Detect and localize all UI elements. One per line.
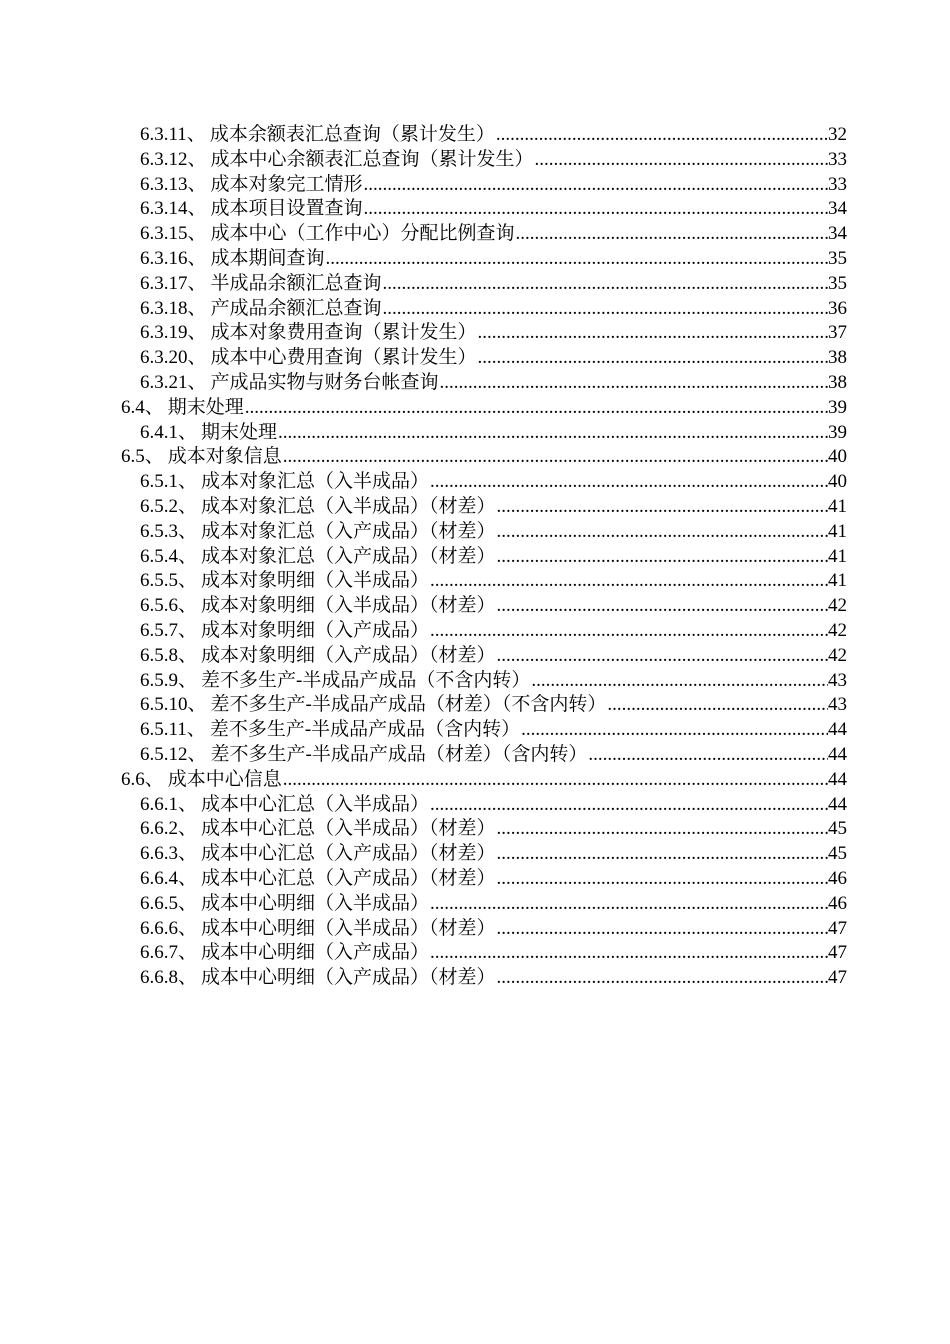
toc-dot-leader: [383, 297, 828, 322]
toc-dot-leader: [497, 867, 828, 892]
toc-dot-leader: [430, 941, 828, 966]
toc-entry-title: 成本中心费用查询（累计发生）: [210, 347, 477, 369]
toc-entry-number: 6.5.7: [140, 619, 178, 641]
toc-entry-title: 成本对象汇总（入半成品）: [201, 471, 430, 493]
toc-entry-number: 6.3.21: [140, 371, 188, 393]
toc-entry[interactable]: [0, 917, 847, 942]
toc-entry[interactable]: [0, 941, 847, 966]
toc-entry-title: 成本期间查询: [210, 247, 325, 269]
toc-entry-number: 6.5.3: [140, 520, 178, 542]
toc-entry-title: 成本项目设置查询: [210, 198, 363, 220]
toc-entry-number: 6.5.10: [140, 694, 188, 716]
toc-entry-title: 期末处理: [201, 421, 278, 443]
toc-entry-separator: 、: [178, 644, 198, 666]
toc-entry[interactable]: [0, 321, 847, 346]
toc-entry-separator: 、: [178, 669, 198, 691]
toc-dot-leader: [440, 371, 828, 396]
toc-entry-separator: 、: [178, 495, 198, 517]
toc-dot-leader: [497, 817, 828, 842]
toc-entry-separator: 、: [178, 421, 198, 443]
toc-dot-leader: [383, 272, 828, 297]
toc-entry-separator: 、: [178, 570, 198, 592]
toc-entry-number: 6.3.16: [140, 247, 188, 269]
toc-entry-separator: 、: [186, 124, 206, 145]
toc-entry-number: 6.4: [121, 396, 145, 418]
toc-entry-number: 6.6.6: [140, 917, 178, 939]
toc-entry-number: 6.6.4: [140, 867, 178, 889]
toc-entry-number: 6.5.4: [140, 545, 178, 567]
toc-dot-leader: [430, 793, 828, 818]
toc-entry-page-number: 34: [828, 223, 847, 245]
toc-entry-number: 6.6.7: [140, 942, 178, 964]
toc-dot-leader: [430, 569, 828, 594]
toc-entry-separator: 、: [178, 595, 198, 617]
toc-entry-page-number: 32: [828, 124, 847, 145]
toc-dot-leader: [497, 495, 828, 520]
toc-dot-leader: [430, 619, 828, 644]
toc-dot-leader: [478, 346, 828, 371]
toc-entry[interactable]: [0, 842, 847, 867]
toc-entry-page-number: 39: [828, 396, 847, 418]
toc-entry[interactable]: [0, 619, 847, 644]
toc-entry-separator: 、: [178, 867, 198, 889]
toc-entry-title: 成本对象费用查询（累计发生）: [210, 322, 477, 344]
toc-entry-number: 6.5.9: [140, 669, 178, 691]
toc-entry[interactable]: [0, 966, 847, 991]
toc-entry-title: 差不多生产-半成品产成品（材差）（含内转）: [210, 743, 588, 765]
toc-entry-page-number: 45: [828, 818, 847, 840]
toc-entry-number: 6.3.12: [140, 148, 188, 170]
toc-entry[interactable]: [0, 222, 847, 247]
toc-entry-separator: 、: [178, 967, 198, 989]
toc-entry-page-number: 34: [828, 198, 847, 220]
toc-dot-leader: [497, 644, 828, 669]
toc-entry-title: 成本对象汇总（入产成品）（材差）: [201, 520, 496, 542]
toc-entry-title: 成本中心明细（入半成品）: [201, 892, 430, 914]
toc-dot-leader: [607, 693, 828, 718]
toc-entry-page-number: 42: [828, 644, 847, 666]
toc-dot-leader: [497, 917, 828, 942]
toc-entry-page-number: 46: [828, 892, 847, 914]
toc-entry-separator: 、: [178, 545, 198, 567]
toc-entry-separator: 、: [187, 198, 207, 220]
toc-entry-page-number: 44: [828, 743, 847, 765]
toc-entry-separator: 、: [187, 173, 207, 195]
toc-dot-leader: [430, 470, 828, 495]
toc-entry-title: 成本中心信息: [167, 768, 282, 790]
toc-entry[interactable]: [0, 520, 847, 545]
toc-entry-number: 6.3.17: [140, 272, 188, 294]
toc-entry-title: 成本中心明细（入产成品）: [201, 942, 430, 964]
toc-entry-separator: 、: [187, 347, 207, 369]
toc-entry[interactable]: [0, 396, 847, 421]
toc-entry[interactable]: [0, 470, 847, 495]
toc-entry-separator: 、: [178, 843, 198, 865]
toc-entry-number: 6.5.1: [140, 471, 178, 493]
toc-dot-leader: [364, 173, 828, 198]
toc-entry-number: 6.5.11: [140, 719, 187, 741]
toc-entry[interactable]: [0, 445, 847, 470]
toc-dot-leader: [497, 966, 828, 991]
toc-entry[interactable]: [0, 123, 847, 148]
toc-dot-leader: [278, 421, 828, 446]
toc-dot-leader: [516, 222, 828, 247]
toc-entry-title: 成本对象明细（入产成品）: [201, 619, 430, 641]
toc-entry[interactable]: [0, 644, 847, 669]
toc-entry-number: 6.6.2: [140, 818, 178, 840]
toc-entry-separator: 、: [178, 619, 198, 641]
toc-entry-title: 产成品实物与财务台帐查询: [210, 371, 439, 393]
toc-entry[interactable]: [0, 743, 847, 768]
toc-entry-title: 成本对象明细（入半成品）: [201, 570, 430, 592]
toc-entry-separator: 、: [187, 371, 207, 393]
toc-entry-number: 6.5.2: [140, 495, 178, 517]
toc-entry-page-number: 35: [828, 247, 847, 269]
toc-entry-page-number: 37: [828, 322, 847, 344]
toc-entry-number: 6.6.3: [140, 843, 178, 865]
toc-entry-page-number: 43: [828, 694, 847, 716]
toc-dot-leader: [497, 842, 828, 867]
table-of-contents: [0, 123, 950, 991]
toc-entry-separator: 、: [144, 446, 164, 468]
toc-entry-number: 6.3.19: [140, 322, 188, 344]
toc-entry-title: 期末处理: [167, 396, 244, 418]
toc-dot-leader: [496, 123, 828, 148]
toc-entry-separator: 、: [144, 768, 164, 790]
toc-entry-number: 6.6.1: [140, 793, 178, 815]
toc-entry-separator: 、: [178, 793, 198, 815]
toc-entry-page-number: 40: [828, 446, 847, 468]
toc-entry-page-number: 43: [828, 669, 847, 691]
toc-entry-title: 差不多生产-半成品产成品（不含内转）: [201, 669, 531, 691]
toc-dot-leader: [497, 520, 828, 545]
toc-entry-title: 成本中心（工作中心）分配比例查询: [210, 223, 515, 245]
toc-dot-leader: [588, 743, 828, 768]
toc-dot-leader: [283, 768, 828, 793]
toc-entry-number: 6.3.11: [140, 124, 187, 145]
toc-entry[interactable]: [0, 371, 847, 396]
toc-entry-number: 6.3.20: [140, 347, 188, 369]
toc-entry[interactable]: [0, 867, 847, 892]
toc-dot-leader: [535, 148, 828, 173]
toc-dot-leader: [521, 718, 828, 743]
toc-entry-separator: 、: [187, 272, 207, 294]
toc-entry[interactable]: [0, 148, 847, 173]
toc-entry-number: 6.3.15: [140, 223, 188, 245]
toc-entry[interactable]: [0, 545, 847, 570]
toc-entry-title: 差不多生产-半成品产成品（含内转）: [209, 719, 521, 741]
toc-entry-title: 成本对象汇总（入产成品）（材差）: [201, 545, 496, 567]
toc-dot-leader: [283, 445, 828, 470]
toc-entry[interactable]: [0, 718, 847, 743]
toc-entry-page-number: 41: [828, 520, 847, 542]
toc-entry-page-number: 33: [828, 148, 847, 170]
toc-entry-separator: 、: [178, 892, 198, 914]
toc-entry[interactable]: [0, 197, 847, 222]
toc-entry-title: 成本中心明细（入半成品）（材差）: [201, 917, 496, 939]
toc-entry[interactable]: [0, 346, 847, 371]
toc-entry[interactable]: [0, 669, 847, 694]
toc-entry-separator: 、: [178, 917, 198, 939]
toc-entry-page-number: 47: [828, 917, 847, 939]
toc-entry-number: 6.5.12: [140, 743, 188, 765]
toc-entry-separator: 、: [144, 396, 164, 418]
toc-entry-separator: 、: [178, 942, 198, 964]
toc-entry-title: 差不多生产-半成品产成品（材差）（不含内转）: [210, 694, 607, 716]
toc-entry-title: 成本中心汇总（入产成品）（材差）: [201, 843, 496, 865]
toc-entry-number: 6.3.18: [140, 297, 188, 319]
toc-entry-title: 半成品余额汇总查询: [210, 272, 382, 294]
toc-dot-leader: [430, 892, 828, 917]
toc-dot-leader: [497, 545, 828, 570]
toc-entry-number: 6.5: [121, 446, 145, 468]
toc-dot-leader: [478, 321, 828, 346]
toc-dot-leader: [531, 669, 828, 694]
toc-entry-title: 成本中心余额表汇总查询（累计发生）: [210, 148, 534, 170]
toc-entry-page-number: 46: [828, 867, 847, 889]
toc-entry-page-number: 41: [828, 545, 847, 567]
toc-entry[interactable]: [0, 272, 847, 297]
toc-entry-page-number: 33: [828, 173, 847, 195]
toc-entry-title: 成本对象汇总（入半成品）（材差）: [201, 495, 496, 517]
toc-entry-number: 6.6.8: [140, 967, 178, 989]
toc-entry-number: 6.6.5: [140, 892, 178, 914]
toc-entry-page-number: 44: [828, 793, 847, 815]
toc-entry-separator: 、: [187, 743, 207, 765]
toc-entry-separator: 、: [187, 297, 207, 319]
toc-entry-separator: 、: [187, 694, 207, 716]
toc-dot-leader: [497, 594, 828, 619]
toc-entry-page-number: 38: [828, 347, 847, 369]
toc-entry-number: 6.6: [121, 768, 145, 790]
toc-dot-leader: [326, 247, 828, 272]
toc-entry-separator: 、: [187, 247, 207, 269]
toc-entry-page-number: 44: [828, 768, 847, 790]
toc-entry-page-number: 45: [828, 843, 847, 865]
toc-entry-separator: 、: [178, 818, 198, 840]
toc-entry-title: 成本余额表汇总查询（累计发生）: [209, 124, 495, 145]
toc-entry[interactable]: [0, 421, 847, 446]
toc-entry-number: 6.5.6: [140, 595, 178, 617]
toc-entry-title: 成本中心汇总（入半成品）（材差）: [201, 818, 496, 840]
toc-entry-title: 产成品余额汇总查询: [210, 297, 382, 319]
toc-entry-page-number: 41: [828, 570, 847, 592]
toc-entry-separator: 、: [178, 520, 198, 542]
toc-entry-separator: 、: [187, 148, 207, 170]
toc-entry-page-number: 35: [828, 272, 847, 294]
toc-entry-number: 6.3.13: [140, 173, 188, 195]
toc-entry-separator: 、: [187, 322, 207, 344]
toc-entry-page-number: 47: [828, 967, 847, 989]
toc-entry-title: 成本中心明细（入产成品）（材差）: [201, 967, 496, 989]
toc-entry-number: 6.5.5: [140, 570, 178, 592]
toc-entry-title: 成本对象信息: [167, 446, 282, 468]
toc-entry[interactable]: [0, 247, 847, 272]
toc-entry-page-number: 42: [828, 619, 847, 641]
toc-entry[interactable]: [0, 693, 847, 718]
toc-entry[interactable]: [0, 173, 847, 198]
toc-entry-page-number: 39: [828, 421, 847, 443]
toc-dot-leader: [245, 396, 828, 421]
toc-entry-page-number: 36: [828, 297, 847, 319]
toc-entry-page-number: 38: [828, 371, 847, 393]
toc-entry-title: 成本中心汇总（入产成品）（材差）: [201, 867, 496, 889]
toc-entry-page-number: 47: [828, 942, 847, 964]
toc-entry-separator: 、: [178, 471, 198, 493]
toc-entry-number: 6.4.1: [140, 421, 178, 443]
toc-entry-title: 成本对象完工情形: [210, 173, 363, 195]
toc-entry[interactable]: [0, 817, 847, 842]
toc-entry[interactable]: [0, 793, 847, 818]
toc-entry[interactable]: [0, 297, 847, 322]
toc-entry-title: 成本中心汇总（入半成品）: [201, 793, 430, 815]
toc-entry-separator: 、: [186, 719, 206, 741]
toc-entry-page-number: 42: [828, 595, 847, 617]
toc-entry-separator: 、: [187, 223, 207, 245]
toc-entry-title: 成本对象明细（入半成品）（材差）: [201, 595, 496, 617]
toc-entry-page-number: 44: [828, 719, 847, 741]
toc-entry[interactable]: [0, 495, 847, 520]
toc-entry[interactable]: [0, 768, 847, 793]
toc-entry-number: 6.5.8: [140, 644, 178, 666]
toc-entry[interactable]: [0, 892, 847, 917]
toc-entry[interactable]: [0, 569, 847, 594]
toc-entry-title: 成本对象明细（入产成品）（材差）: [201, 644, 496, 666]
toc-entry-page-number: 41: [828, 495, 847, 517]
toc-dot-leader: [364, 197, 828, 222]
toc-entry-page-number: 40: [828, 471, 847, 493]
toc-entry[interactable]: [0, 594, 847, 619]
toc-entry-number: 6.3.14: [140, 198, 188, 220]
